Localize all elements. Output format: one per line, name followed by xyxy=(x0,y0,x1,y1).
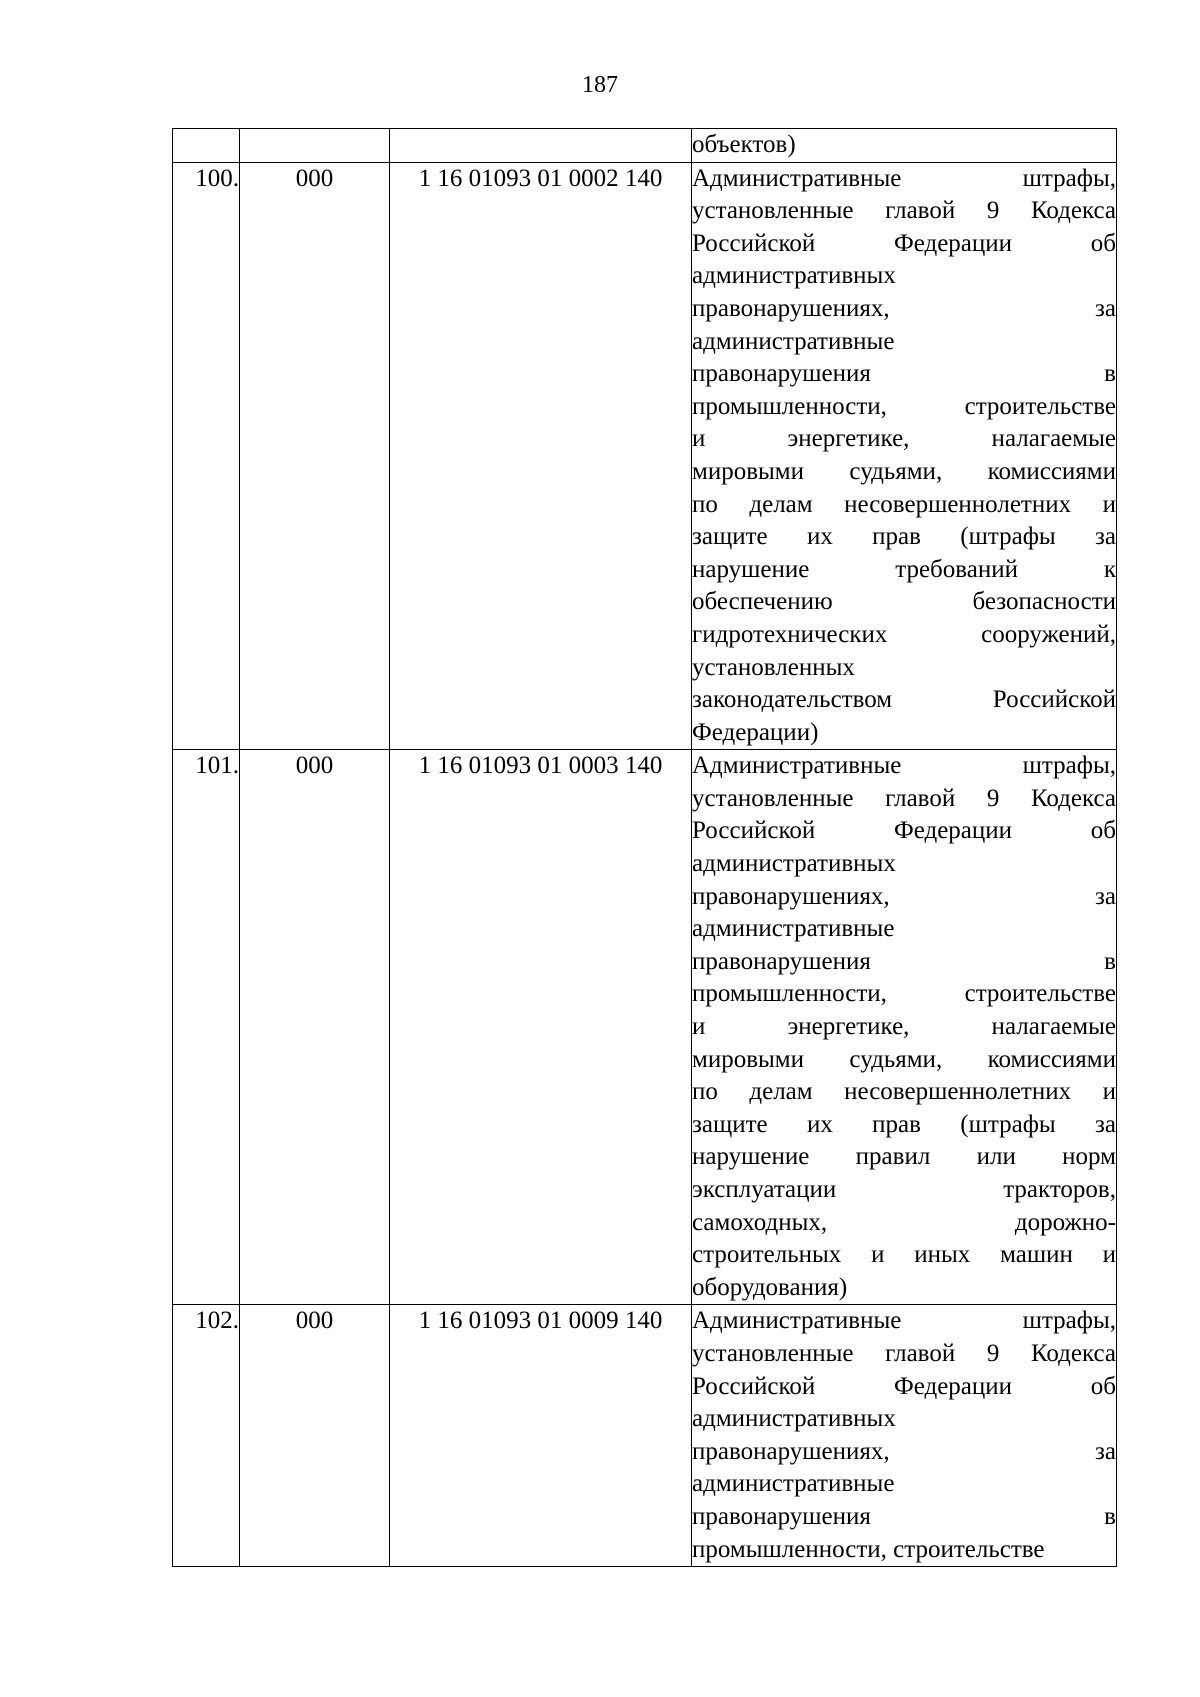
budget-codes-table xyxy=(172,128,1117,1567)
description-line: административных xyxy=(692,850,896,878)
description-line: оборудования) xyxy=(692,1273,848,1301)
budget-code-cell: 1 16 01093 01 0003 140 xyxy=(390,750,692,1305)
description-line: административных xyxy=(692,1405,896,1433)
description-line: обеспечению безопасности xyxy=(692,588,1116,616)
description-line: защите их прав (штрафы за xyxy=(692,1110,1116,1138)
description-line: законодательством Российской xyxy=(692,686,1116,714)
description-line: установленные главой 9 Кодекса xyxy=(692,784,1116,812)
description-line: по делам несовершеннолетних и xyxy=(692,490,1116,518)
description-line: нарушение правил или норм xyxy=(692,1143,1116,1171)
description-line: самоходных, дорожно- xyxy=(692,1208,1116,1236)
description-line: защите их прав (штрафы за xyxy=(692,523,1116,551)
description-line: Федерации) xyxy=(692,718,819,746)
description-line: промышленности, строительстве xyxy=(692,1535,1045,1563)
description-line: мировыми судьями, комиссиями xyxy=(692,457,1116,485)
admin-code-cell: 000 xyxy=(240,162,390,750)
admin-code-cell: 000 xyxy=(240,1305,390,1567)
description-cell xyxy=(692,129,1117,163)
description-line: установленные главой 9 Кодекса xyxy=(692,197,1116,225)
description-line: правонарушениях, за xyxy=(692,882,1116,910)
description-line: и энергетике, налагаемые xyxy=(692,425,1116,453)
table-row xyxy=(173,1305,1117,1567)
budget-code-cell xyxy=(390,129,692,163)
page-number: 187 xyxy=(582,72,618,98)
table-row xyxy=(173,750,1117,1305)
table-row xyxy=(173,129,1117,163)
admin-code-cell xyxy=(240,129,390,163)
description-line: правонарушениях, за xyxy=(692,1437,1116,1465)
budget-code-cell: 1 16 01093 01 0009 140 xyxy=(390,1305,692,1567)
description-line: административных xyxy=(692,262,896,290)
description-cell xyxy=(692,1305,1117,1567)
description-line: административные xyxy=(692,327,895,355)
description-cell xyxy=(692,750,1117,1305)
description-line: Российской Федерации об xyxy=(692,817,1116,845)
description-line: и энергетике, налагаемые xyxy=(692,1013,1116,1041)
description-cell xyxy=(692,162,1117,750)
description-line: промышленности, строительстве xyxy=(692,392,1116,420)
description-line: Административные штрафы, xyxy=(692,752,1116,780)
description-line: правонарушения в xyxy=(692,360,1116,388)
description-line: по делам несовершеннолетних и xyxy=(692,1078,1116,1106)
row-number-cell: 102. xyxy=(173,1305,240,1567)
description-line: административные xyxy=(692,1470,895,1498)
description-line: Административные штрафы, xyxy=(692,164,1116,192)
description-line: нарушение требований к xyxy=(692,555,1116,583)
description-line: эксплуатации тракторов, xyxy=(692,1176,1116,1203)
description-line: объектов) xyxy=(692,131,796,158)
description-line: правонарушениях, за xyxy=(692,294,1116,322)
description-line: правонарушения в xyxy=(692,947,1116,975)
table-row xyxy=(173,162,1117,750)
budget-code-cell: 1 16 01093 01 0002 140 xyxy=(390,162,692,750)
description-line: строительных и иных машин и xyxy=(692,1241,1116,1269)
description-line: установленные главой 9 Кодекса xyxy=(692,1339,1116,1367)
description-line: Административные штрафы, xyxy=(692,1307,1116,1335)
description-line: административные xyxy=(692,915,895,943)
description-line: промышленности, строительстве xyxy=(692,980,1116,1008)
description-line: гидротехнических сооружений, xyxy=(692,620,1116,648)
description-line: Российской Федерации об xyxy=(692,229,1116,257)
row-number-cell: 100. xyxy=(173,162,240,750)
admin-code-cell: 000 xyxy=(240,750,390,1305)
description-line: правонарушения в xyxy=(692,1502,1116,1530)
description-line: Российской Федерации об xyxy=(692,1372,1116,1400)
description-line: мировыми судьями, комиссиями xyxy=(692,1045,1116,1073)
description-line: установленных xyxy=(692,653,855,681)
row-number-cell: 101. xyxy=(173,750,240,1305)
row-number-cell xyxy=(173,129,240,163)
